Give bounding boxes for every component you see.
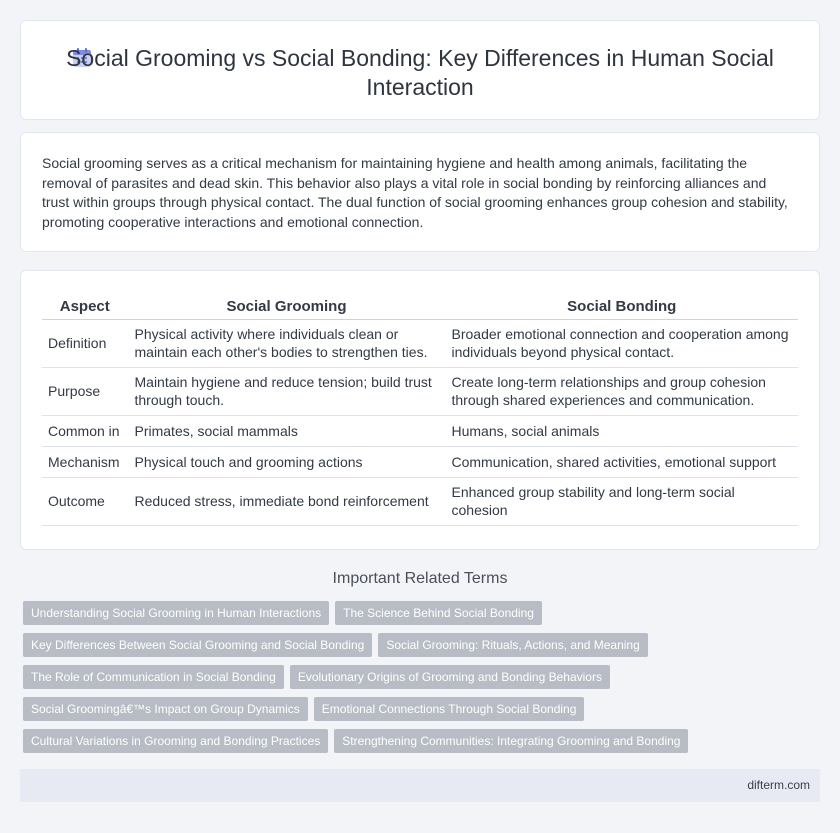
row-bonding: Communication, shared activities, emotional support <box>445 446 798 477</box>
row-aspect: Common in <box>42 415 128 446</box>
intro-card <box>20 132 820 252</box>
intro-paragraph: Social grooming serves as a critical mechanism for maintaining hygiene and health among animals, facilitating the removal of parasites and dead skin. This behavior also plays a vital role in social bonding by reinforcing alliances and trust within groups through physical contact. The dual function of social grooming enhances group cohesion and stability, promoting cooperative interactions and emotional connection. <box>42 155 788 230</box>
header-aspect: Aspect <box>42 297 128 319</box>
tag-row <box>23 665 823 697</box>
row-bonding: Enhanced group stability and long-term social cohesion <box>445 477 798 525</box>
table-header-row <box>42 297 798 319</box>
related-term-tag[interactable]: The Role of Communication in Social Bonding <box>23 665 284 689</box>
table-row <box>42 446 798 477</box>
comparison-card <box>20 270 820 550</box>
row-bonding: Broader emotional connection and cooperation among individuals beyond physical contact. <box>445 319 798 367</box>
tag-row <box>23 729 823 761</box>
related-term-tag[interactable]: Understanding Social Grooming in Human Interactions <box>23 601 329 625</box>
footer <box>20 769 820 802</box>
table-row <box>42 319 798 367</box>
header-card <box>20 20 820 120</box>
table-row <box>42 415 798 446</box>
row-aspect: Outcome <box>42 477 128 525</box>
header-social-grooming: Social Grooming <box>128 297 445 319</box>
table-row <box>42 477 798 525</box>
row-bonding: Create long-term relationships and group cohesion through shared experiences and communication. <box>445 367 798 415</box>
tag-row <box>23 697 823 729</box>
row-aspect: Mechanism <box>42 446 128 477</box>
comparison-table <box>42 297 798 526</box>
related-term-tag[interactable]: Key Differences Between Social Grooming and Social Bonding <box>23 633 372 657</box>
row-grooming: Physical touch and grooming actions <box>128 446 445 477</box>
related-term-tag[interactable]: The Science Behind Social Bonding <box>335 601 542 625</box>
row-bonding: Humans, social animals <box>445 415 798 446</box>
row-grooming: Physical activity where individuals clean or maintain each other's bodies to strengthen ties. <box>128 319 445 367</box>
tag-row <box>23 633 823 665</box>
related-terms-title: Important Related Terms <box>332 570 508 587</box>
page-title: Social Grooming vs Social Bonding: Key Differences in Human Social Interaction <box>66 45 774 100</box>
related-term-tag[interactable]: Social Grooming: Rituals, Actions, and Meaning <box>378 633 647 657</box>
related-term-tag[interactable]: Emotional Connections Through Social Bonding <box>314 697 585 721</box>
related-term-tag[interactable]: Strengthening Communities: Integrating Grooming and Bonding <box>334 729 688 753</box>
related-term-tag[interactable]: Social Groomingâ€™s Impact on Group Dynamics <box>23 697 308 721</box>
row-aspect: Purpose <box>42 367 128 415</box>
related-term-tag[interactable]: Evolutionary Origins of Grooming and Bonding Behaviors <box>290 665 610 689</box>
related-term-tag[interactable]: Cultural Variations in Grooming and Bonding Practices <box>23 729 328 753</box>
table-row <box>42 367 798 415</box>
tag-row <box>23 601 823 633</box>
row-grooming: Primates, social mammals <box>128 415 445 446</box>
header-social-bonding: Social Bonding <box>445 297 798 319</box>
related-terms-list <box>23 601 823 761</box>
row-grooming: Reduced stress, immediate bond reinforcement <box>128 477 445 525</box>
row-grooming: Maintain hygiene and reduce tension; build trust through touch. <box>128 367 445 415</box>
footer-site-link[interactable]: difterm.com <box>747 778 810 792</box>
row-aspect: Definition <box>42 319 128 367</box>
